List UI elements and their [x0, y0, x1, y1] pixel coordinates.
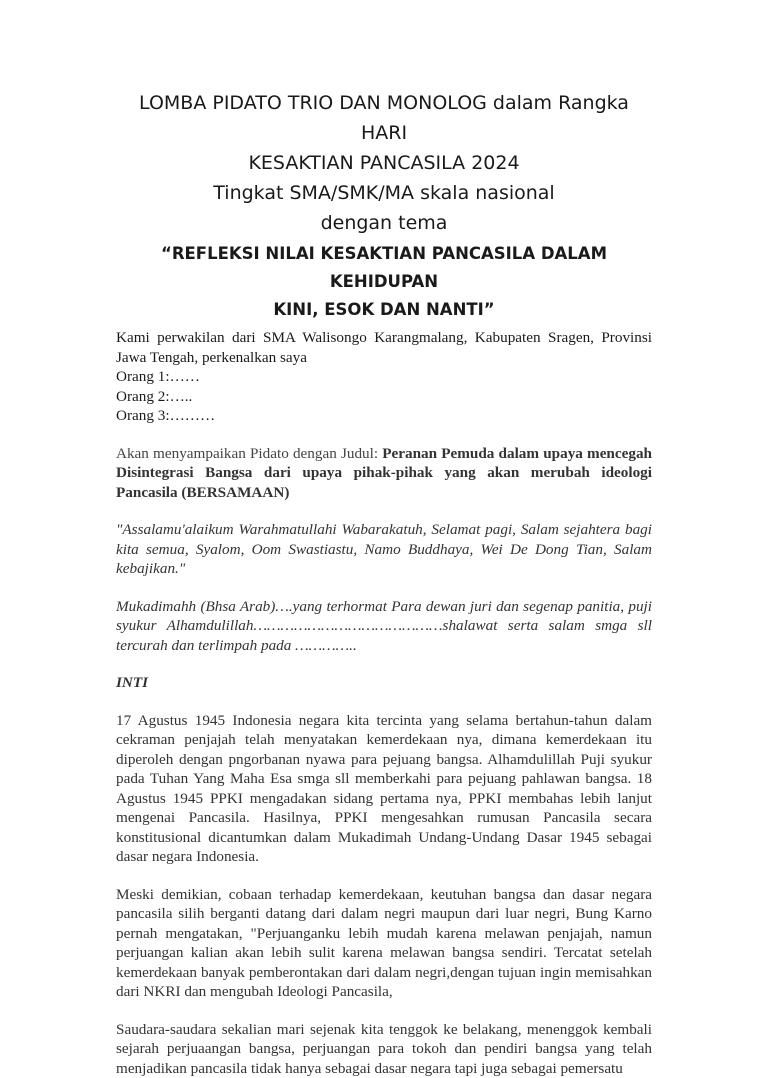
- title-line: LOMBA PIDATO TRIO DAN MONOLOG dalam Rangka HARI: [116, 88, 652, 148]
- document-title: [116, 88, 652, 238]
- participant-item: Orang 3:………: [116, 406, 652, 426]
- theme-line: “REFLEKSI NILAI KESAKTIAN PANCASILA DALAM KEHIDUPAN: [116, 240, 652, 296]
- theme-heading: [116, 240, 652, 324]
- speech-title-paragraph: [116, 444, 652, 503]
- greeting-paragraph: "Assalamu'alaikum Warahmatullahi Wabarakatuh, Selamat pagi, Salam sejahtera bagi kita semua, Syalom, Oom Swastiastu, Namo Buddhaya, Wei De Dong Tian, Salam kebajikan.": [116, 520, 652, 579]
- speech-title: Peranan Pemuda dalam upaya mencegah Disintegrasi Bangsa dari upaya pihak-pihak yang akan merubah ideologi Pancasila (BERSAMAAN): [116, 445, 652, 501]
- participant-item: Orang 1:……: [116, 367, 652, 387]
- body-paragraph: Saudara-saudara sekalian mari sejenak kita tenggok ke belakang, menenggok kembali sejarah perjuaangan bangsa, perjuangan para tokoh dan pendiri bangsa yang telah menjadikan pancasila tidak hanya sebagai dasar negara tapi juga sebagai pemersatu: [116, 1020, 652, 1078]
- document-page: [116, 88, 652, 1078]
- participant-list: [116, 367, 652, 426]
- mukadimah-paragraph: Mukadimahh (Bhsa Arab)….yang terhormat Para dewan juri dan segenap panitia, puji syukur Alhamdulillah……………………………………shalawat serta salam smga sll tercurah dan terlimpah pada …………..: [116, 597, 652, 656]
- title-line: Tingkat SMA/SMK/MA skala nasional: [116, 178, 652, 208]
- speech-title-prefix: Akan menyampaikan Pidato dengan Judul:: [116, 445, 382, 462]
- participant-item: Orang 2:…..: [116, 387, 652, 407]
- title-line: KESAKTIAN PANCASILA 2024: [116, 148, 652, 178]
- inti-heading: INTI: [116, 673, 652, 693]
- title-line: dengan tema: [116, 208, 652, 238]
- theme-line: KINI, ESOK DAN NANTI”: [116, 296, 652, 324]
- intro-paragraph: Kami perwakilan dari SMA Walisongo Karangmalang, Kabupaten Sragen, Provinsi Jawa Tengah, perkenalkan saya: [116, 328, 652, 367]
- body-paragraph: 17 Agustus 1945 Indonesia negara kita tercinta yang selama bertahun-tahun dalam cekraman penjajah telah menyatakan kemerdekaan nya, dimana kemerdekaan itu diperoleh dengan pngorbanan nyawa para pejuang bangsa. Alhamdulillah Puji syukur pada Tuhan Yang Maha Esa smga sll memberkahi para pejuang pahlawan bangsa. 18 Agustus 1945 PPKI mengadakan sidang pertama nya, PPKI membahas lebih lanjut mengenai Pancasila. Hasilnya, PPKI mengesahkan rumusan Pancasila secara konstitusional dicantumkan dalam Mukadimah Undang-Undang Dasar 1945 sebagai dasar negara Indonesia.: [116, 711, 652, 867]
- body-paragraph: Meski demikian, cobaan terhadap kemerdekaan, keutuhan bangsa dan dasar negara pancasila silih berganti datang dari dalam negri maupun dari luar negri, Bung Karno pernah mengatakan, "Perjuanganku lebih mudah karena melawan penjajah, namun perjuangan kalian akan lebih sulit karena melawan bangsa sendiri. Tercatat setelah kemerdekaan banyak pemberontakan dari dalam negri,dengan tujuan ingin memisahkan dari NKRI dan mengubah Ideologi Pancasila,: [116, 885, 652, 1002]
